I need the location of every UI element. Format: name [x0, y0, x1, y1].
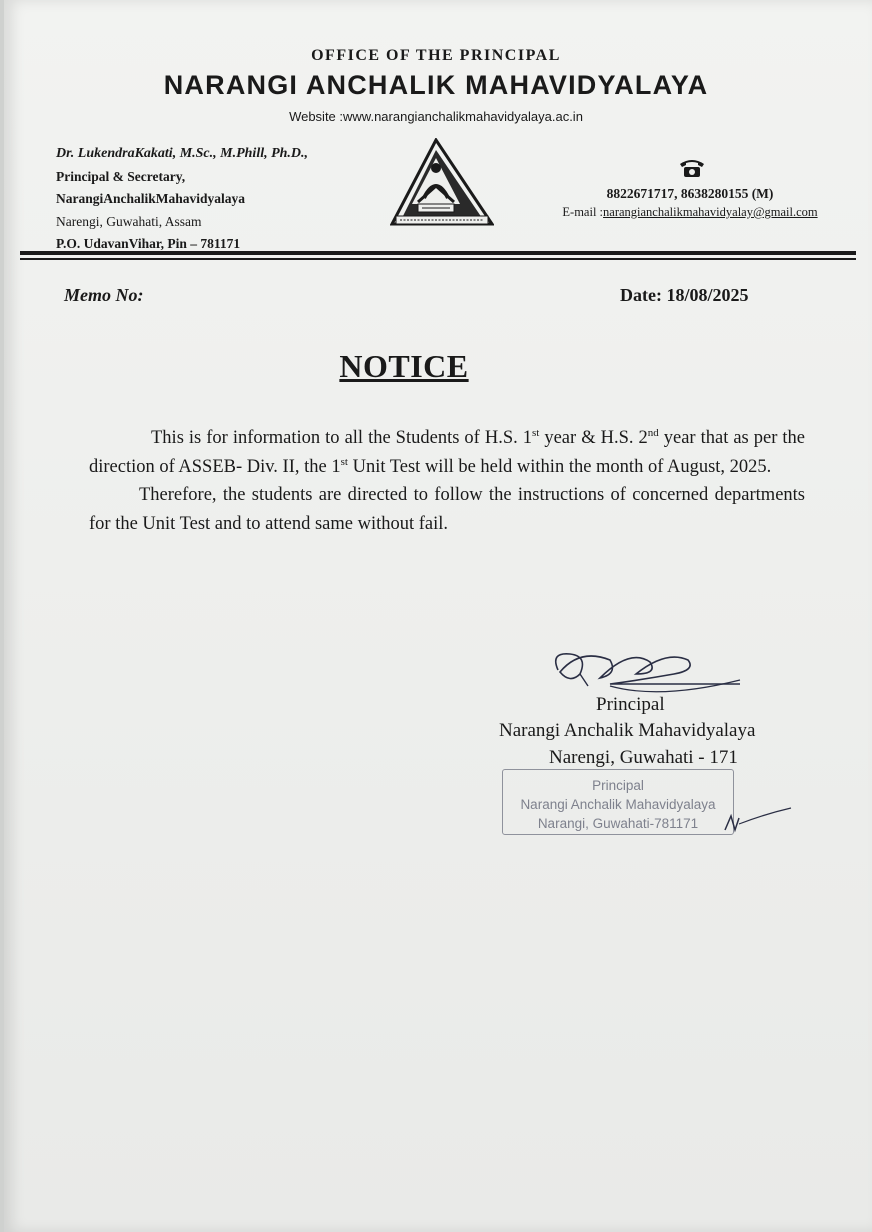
signature-designation: Principal	[596, 694, 665, 715]
principal-name: Dr. LukendraKakati, M.Sc., M.Phill, Ph.D.,	[56, 146, 309, 161]
initials-mark	[715, 800, 795, 840]
email-line	[520, 205, 860, 220]
memo-number: Memo No:	[64, 285, 144, 305]
ordinal-suffix: st	[532, 426, 540, 439]
notice-text: year & H.S. 2	[539, 428, 648, 448]
header-rule-thin	[20, 258, 856, 260]
ordinal-suffix: nd	[647, 426, 659, 439]
website-line: Website :www.narangianchalikmahavidyalaya.ac.in	[289, 109, 583, 124]
signature-college: Narangi Anchalik Mahavidyalaya	[499, 720, 756, 741]
college-logo-icon	[390, 138, 494, 230]
stamp-line-1: Principal	[592, 778, 644, 793]
notice-text: This is for information to all the Students of H.S. 1	[151, 428, 532, 448]
college-name: NARANGI ANCHALIK MAHAVIDYALAYA	[163, 70, 709, 100]
notice-paragraph-1	[89, 424, 805, 481]
header-rule-thick	[20, 251, 856, 255]
phone-numbers: 8822671717, 8638280155 (M)	[606, 186, 774, 201]
principal-location: Narengi, Guwahati, Assam	[56, 213, 202, 229]
notice-text: Unit Test will be held within the month of August, 2025.	[347, 456, 772, 477]
notice-paragraph-2: Therefore, the students are directed to follow the instructions of concerned departments for the Unit Test and to attend same without fail.	[89, 485, 805, 534]
notice-date: Date: 18/08/2025	[620, 285, 749, 305]
principal-po: P.O. UdavanVihar, Pin – 781171	[56, 236, 241, 251]
principal-designation: Principal & Secretary,	[56, 168, 186, 184]
ordinal-suffix: st	[340, 455, 348, 468]
principal-details	[56, 143, 308, 256]
principal-signature	[540, 640, 760, 700]
stamp-line-3: Narangi, Guwahati-781171	[537, 816, 699, 831]
notice-text: year that as per the direction of ASSEB- Div. II, the 1	[89, 428, 805, 477]
email-label: E-mail :	[562, 205, 604, 219]
stamp-line-2: Narangi Anchalik Mahavidyalaya	[520, 797, 716, 812]
telephone-icon	[678, 156, 706, 178]
signature-place: Narengi, Guwahati - 171	[549, 747, 738, 768]
office-line: OFFICE OF THE PRINCIPAL	[311, 47, 561, 64]
notice-body	[89, 424, 805, 538]
principal-college: NarangiAnchalikMahavidyalaya	[56, 191, 246, 206]
official-stamp	[502, 769, 734, 835]
email-address[interactable]: narangianchalikmahavidyalay@gmail.com	[603, 205, 818, 219]
notice-title: NOTICE	[339, 348, 469, 384]
